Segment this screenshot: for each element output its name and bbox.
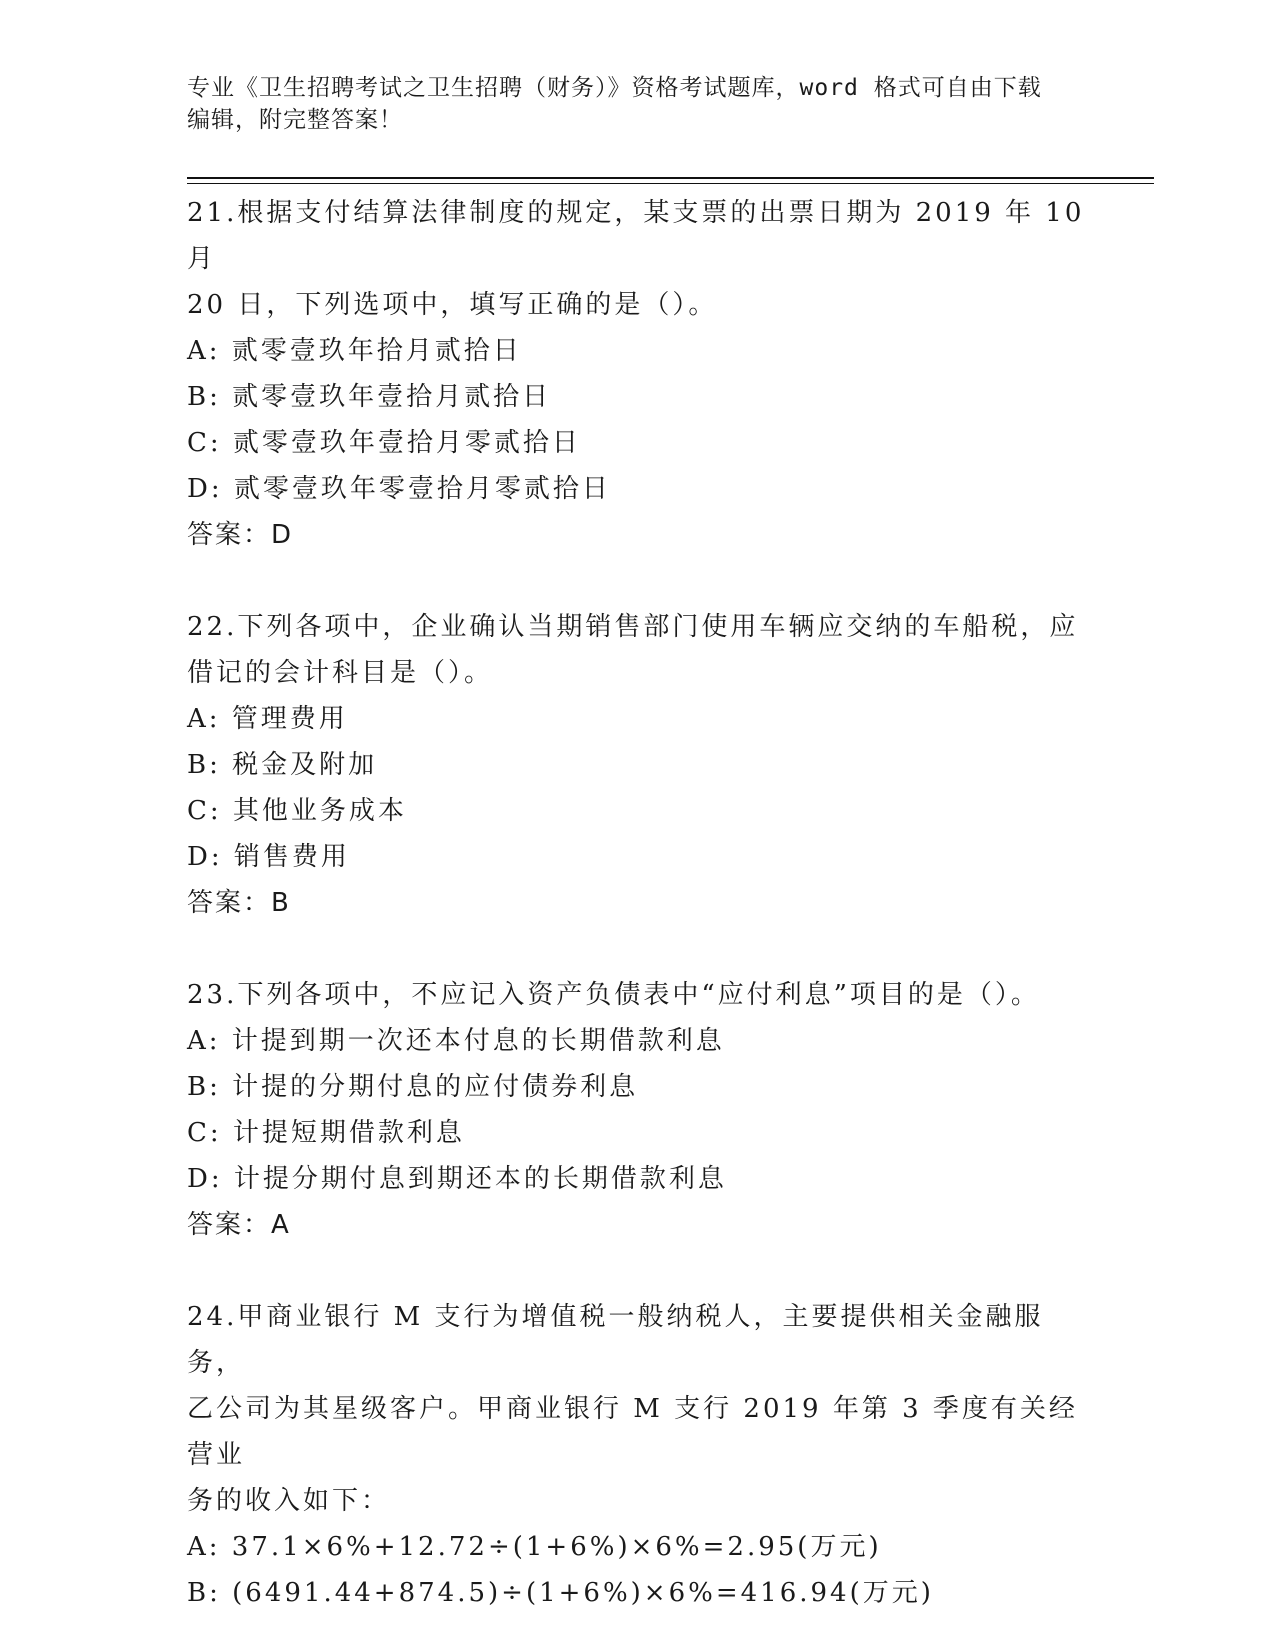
option-a: A: 计提到期一次还本付息的长期借款利息 [187,1026,725,1056]
option-c: C: 贰零壹玖年壹拾月零贰拾日 [187,428,581,458]
question-text-line: 务的收入如下： [187,1486,391,1516]
question-24 [187,1294,1087,1616]
document-header [187,72,1067,136]
question-21 [187,190,1087,558]
option-c: C: 计提短期借款利息 [187,1118,465,1148]
option-b: B: (6491.44+874.5)÷(1+6%)×6%=416.94(万元) [187,1578,934,1608]
header-divider-thin [187,183,1154,184]
answer-line: 答案：A [187,1210,291,1240]
option-b: B: 计提的分期付息的应付债券利息 [187,1072,639,1102]
option-b: B: 贰零壹玖年壹拾月贰拾日 [187,382,552,412]
question-text-line: 22.下列各项中，企业确认当期销售部门使用车辆应交纳的车船税，应 [187,612,1079,642]
answer-line: 答案：B [187,888,291,918]
header-line-2: 编辑，附完整答案！ [187,107,403,133]
option-b: B: 税金及附加 [187,750,378,780]
question-22 [187,604,1087,926]
question-list [187,190,1087,1616]
question-23 [187,972,1087,1248]
header-line-1: 专业《卫生招聘考试之卫生招聘（财务）》资格考试题库，word 格式可自由下载 [187,75,1042,101]
question-text-line: 20 日，下列选项中，填写正确的是（）。 [187,290,718,320]
question-text-line: 24.甲商业银行 M 支行为增值税一般纳税人，主要提供相关金融服务， [187,1302,1044,1378]
question-text-line: 乙公司为其星级客户。甲商业银行 M 支行 2019 年第 3 季度有关经营业 [187,1394,1078,1470]
option-d: D: 计提分期付息到期还本的长期借款利息 [187,1164,727,1194]
question-text-line: 借记的会计科目是（）。 [187,658,494,688]
option-a: A: 管理费用 [187,704,348,734]
option-c: C: 其他业务成本 [187,796,407,826]
answer-line: 答案：D [187,520,294,550]
question-text-line: 21.根据支付结算法律制度的规定，某支票的出票日期为 2019 年 10 月 [187,198,1085,274]
question-text-line: 23.下列各项中，不应记入资产负债表中“应付利息”项目的是（）。 [187,980,1040,1010]
option-d: D: 销售费用 [187,842,350,872]
option-a: A: 37.1×6%+12.72÷(1+6%)×6%=2.95(万元) [187,1532,882,1562]
header-divider-thick [187,177,1154,179]
option-a: A: 贰零壹玖年拾月贰拾日 [187,336,522,366]
option-d: D: 贰零壹玖年零壹拾月零贰拾日 [187,474,611,504]
